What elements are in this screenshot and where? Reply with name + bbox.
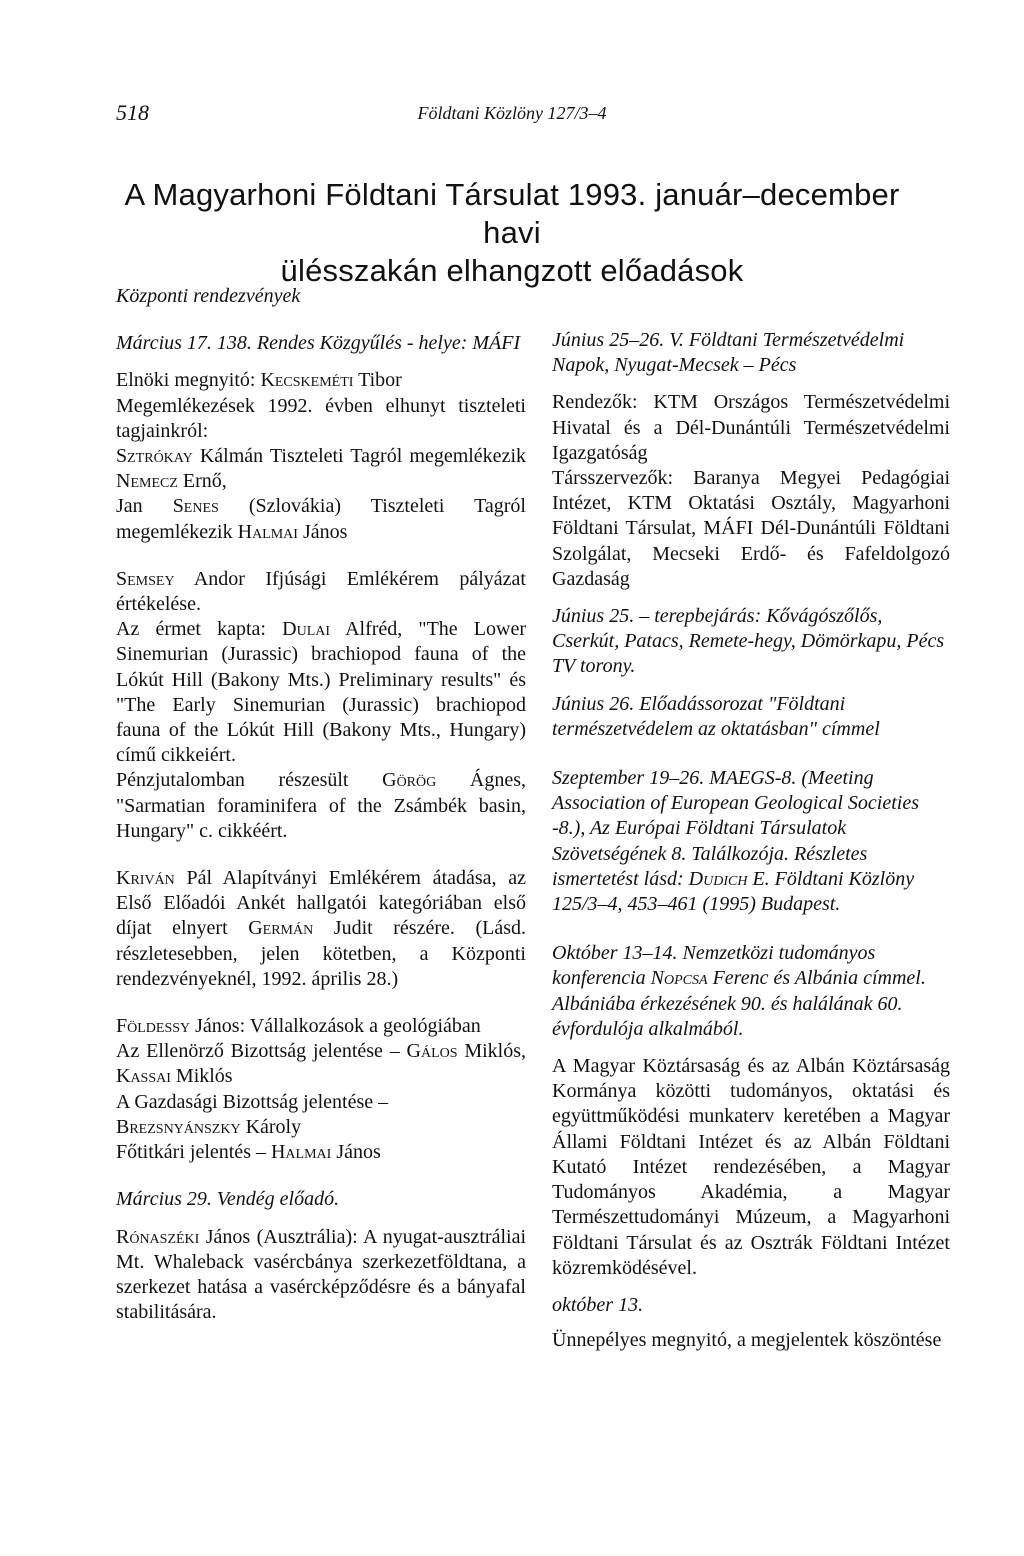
- person-name: Kecskeméti: [260, 369, 354, 392]
- co-organizers: Társszervezők: Baranya Megyei Pedagógiai Intézet, KTM Oktatási Osztály, Magyarhoni Földtani Társulat, MÁFI Dél-Dunántúli Földtani Szolgálat, Mecseki Erdő- és Fafeldolgozó Gazdaság: [552, 467, 950, 590]
- cash-prize: Pénzjutalomban részesült Görög Ágnes, "Sarmatian foraminifera of the Zsámbék basin, Hungary" c. cikkéért.: [116, 769, 526, 842]
- june-26-heading: Június 26. Előadássorozat "Földtani természetvédelem az oktatásban" címmel: [552, 692, 880, 740]
- march-29-heading: Március 29. Vendég előadó.: [116, 1188, 340, 1211]
- person-name: Semsey: [116, 567, 175, 590]
- spacer: [116, 1165, 526, 1187]
- person-name: Halmai: [237, 520, 298, 543]
- spacer: [552, 929, 950, 941]
- spacer: [116, 992, 526, 1014]
- person-name: Gálos: [406, 1040, 458, 1063]
- journal-reference: Földtani Közlöny 127/3–4: [417, 103, 607, 123]
- october-13-14-heading: Október 13–14. Nemzetközi tudományos konferencia Nopcsa Ferenc és Albánia címmel. Albániába érkezésének 90. és halálának 60. évfordulója alkalmából.: [552, 942, 926, 1040]
- person-name: Rónaszéki: [116, 1225, 200, 1248]
- memorial-1: Sztrókay Kálmán Tiszteleti Tagról megemlékezik Nemecz Ernő,: [116, 445, 526, 493]
- opening-ceremony: Ünnepélyes megnyitó, a megjelentek köszöntése: [552, 1329, 942, 1352]
- right-column: [552, 284, 950, 1353]
- running-head: [0, 100, 1024, 130]
- semsey-award: Semsey Andor Ifjúsági Emlékérem pályázat értékelése.: [116, 567, 526, 616]
- report-2: Az Ellenörző Bizottság jelentése – Gálos Miklós, Kassai Miklós: [116, 1040, 526, 1088]
- june-25-heading: Június 25. – terepbejárás: Kővágószőlős, Cserkút, Patacs, Remete-hegy, Dömörkapu, Pécs TV torony.: [552, 605, 945, 678]
- september-heading: Szeptember 19–26. MAEGS-8. (Meeting Association of European Geological Societies -8.), Az Európai Földtani Társulatok Szövetségének 8. Találkozója. Részletes ismertetést lásd: Dudich E. Földtani Közlöny 125/3–4, 453–461 (1995) Budapest.: [552, 767, 919, 916]
- spacer: [116, 844, 526, 866]
- report-4: Főtitkári jelentés – Halmai János: [116, 1141, 381, 1164]
- memorial-intro: Megemlékezések 1992. évben elhunyt tiszteleti tagjainkról:: [116, 394, 526, 442]
- left-column: [116, 284, 526, 1325]
- person-name: Nemecz: [116, 470, 178, 493]
- person-name: Nopcsa: [650, 967, 708, 990]
- memorial-2: Jan Senes (Szlovákia) Tiszteleti Tagról megemlékezik Halmai János: [116, 495, 526, 543]
- opening-speech: Elnöki megnyitó: Kecskeméti Tibor: [116, 369, 402, 392]
- krivan-award: Kriván Pál Alapítványi Emlékérem átadása, az Első Előadói Ankét hallgatói kategóriában első díjat elnyert Germán Judit részére. (Lásd. részletesebben, jelen kötetben, a Központi rendezvényeknél, 1992. április 28.): [116, 867, 526, 990]
- page-number: 518: [116, 100, 149, 125]
- person-name: Kassai: [116, 1065, 171, 1088]
- title-line-1: A Magyarhoni Földtani Társulat 1993. január–december havi: [124, 177, 900, 250]
- person-name: Kriván: [116, 867, 175, 890]
- person-name: Földessy: [116, 1015, 191, 1038]
- report-1: Földessy János: Vállalkozások a geológiában: [116, 1015, 481, 1038]
- october-13-heading: október 13.: [552, 1293, 644, 1316]
- person-name: Görög: [382, 769, 437, 792]
- person-name: Dudich: [688, 867, 748, 890]
- person-name: Halmai: [270, 1141, 332, 1164]
- spacer: [552, 592, 950, 604]
- person-name: Senes: [172, 495, 219, 518]
- spacer: [552, 754, 950, 766]
- conference-description: A Magyar Köztársaság és az Albán Köztársaság Kormánya közötti tudományos, oktatási és együttműködési munkaterv keretében a Magyar Állami Földtani Intézet és az Albán Földtani Kutató Intézet rendezésében, a Magyar Tudományos Akadémia, a Magyar Természettudományi Múzeum, a Magyarhoni Földtani Társulat és az Osztrák Földtani Intézet közremködésével.: [552, 1055, 950, 1279]
- spacer: [552, 284, 950, 328]
- section-heading: Központi rendezvények: [116, 285, 301, 307]
- report-3: A Gazdasági Bizottság jelentése – Brezsnyánszky Károly: [116, 1090, 389, 1138]
- article-title: [100, 176, 924, 290]
- award-recipient: Az érmet kapta: Dulai Alfréd, "The Lower Sinemurian (Jurassic) brachiopod fauna of the Lókút Hill (Bakony Mts.) Preliminary results" és "The Early Sinemurian (Jurassic) brachiopod fauna of the Lókút Hill (Bakony Mts., Hungary) című cikkeiért.: [116, 618, 526, 767]
- march-17-heading: Március 17. 138. Rendes Közgyűlés - helye: MÁFI: [116, 332, 521, 355]
- organizers: Rendezők: KTM Országos Természetvédelmi Hivatal és a Dél-Dunántúli Természetvédelmi Igazgatóság: [552, 391, 950, 464]
- title-line-2: ülésszakán elhangzott előadások: [280, 253, 744, 288]
- person-name: Sztrókay: [116, 445, 193, 468]
- spacer: [552, 1281, 950, 1293]
- person-name: Dulai: [282, 618, 331, 641]
- spacer: [116, 545, 526, 567]
- guest-lecture: Rónaszéki János (Ausztrália): A nyugat-ausztráliai Mt. Whaleback vasércbánya szerkezetföldtana, a szerkezet hatása a vasércképződésre és a bányafal stabilitására.: [116, 1225, 526, 1324]
- person-name: Brezsnyánszky: [116, 1115, 241, 1138]
- person-name: Germán: [248, 917, 314, 940]
- june-25-26-heading: Június 25–26. V. Földtani Természetvédelmi Napok, Nyugat-Mecsek – Pécs: [552, 329, 905, 377]
